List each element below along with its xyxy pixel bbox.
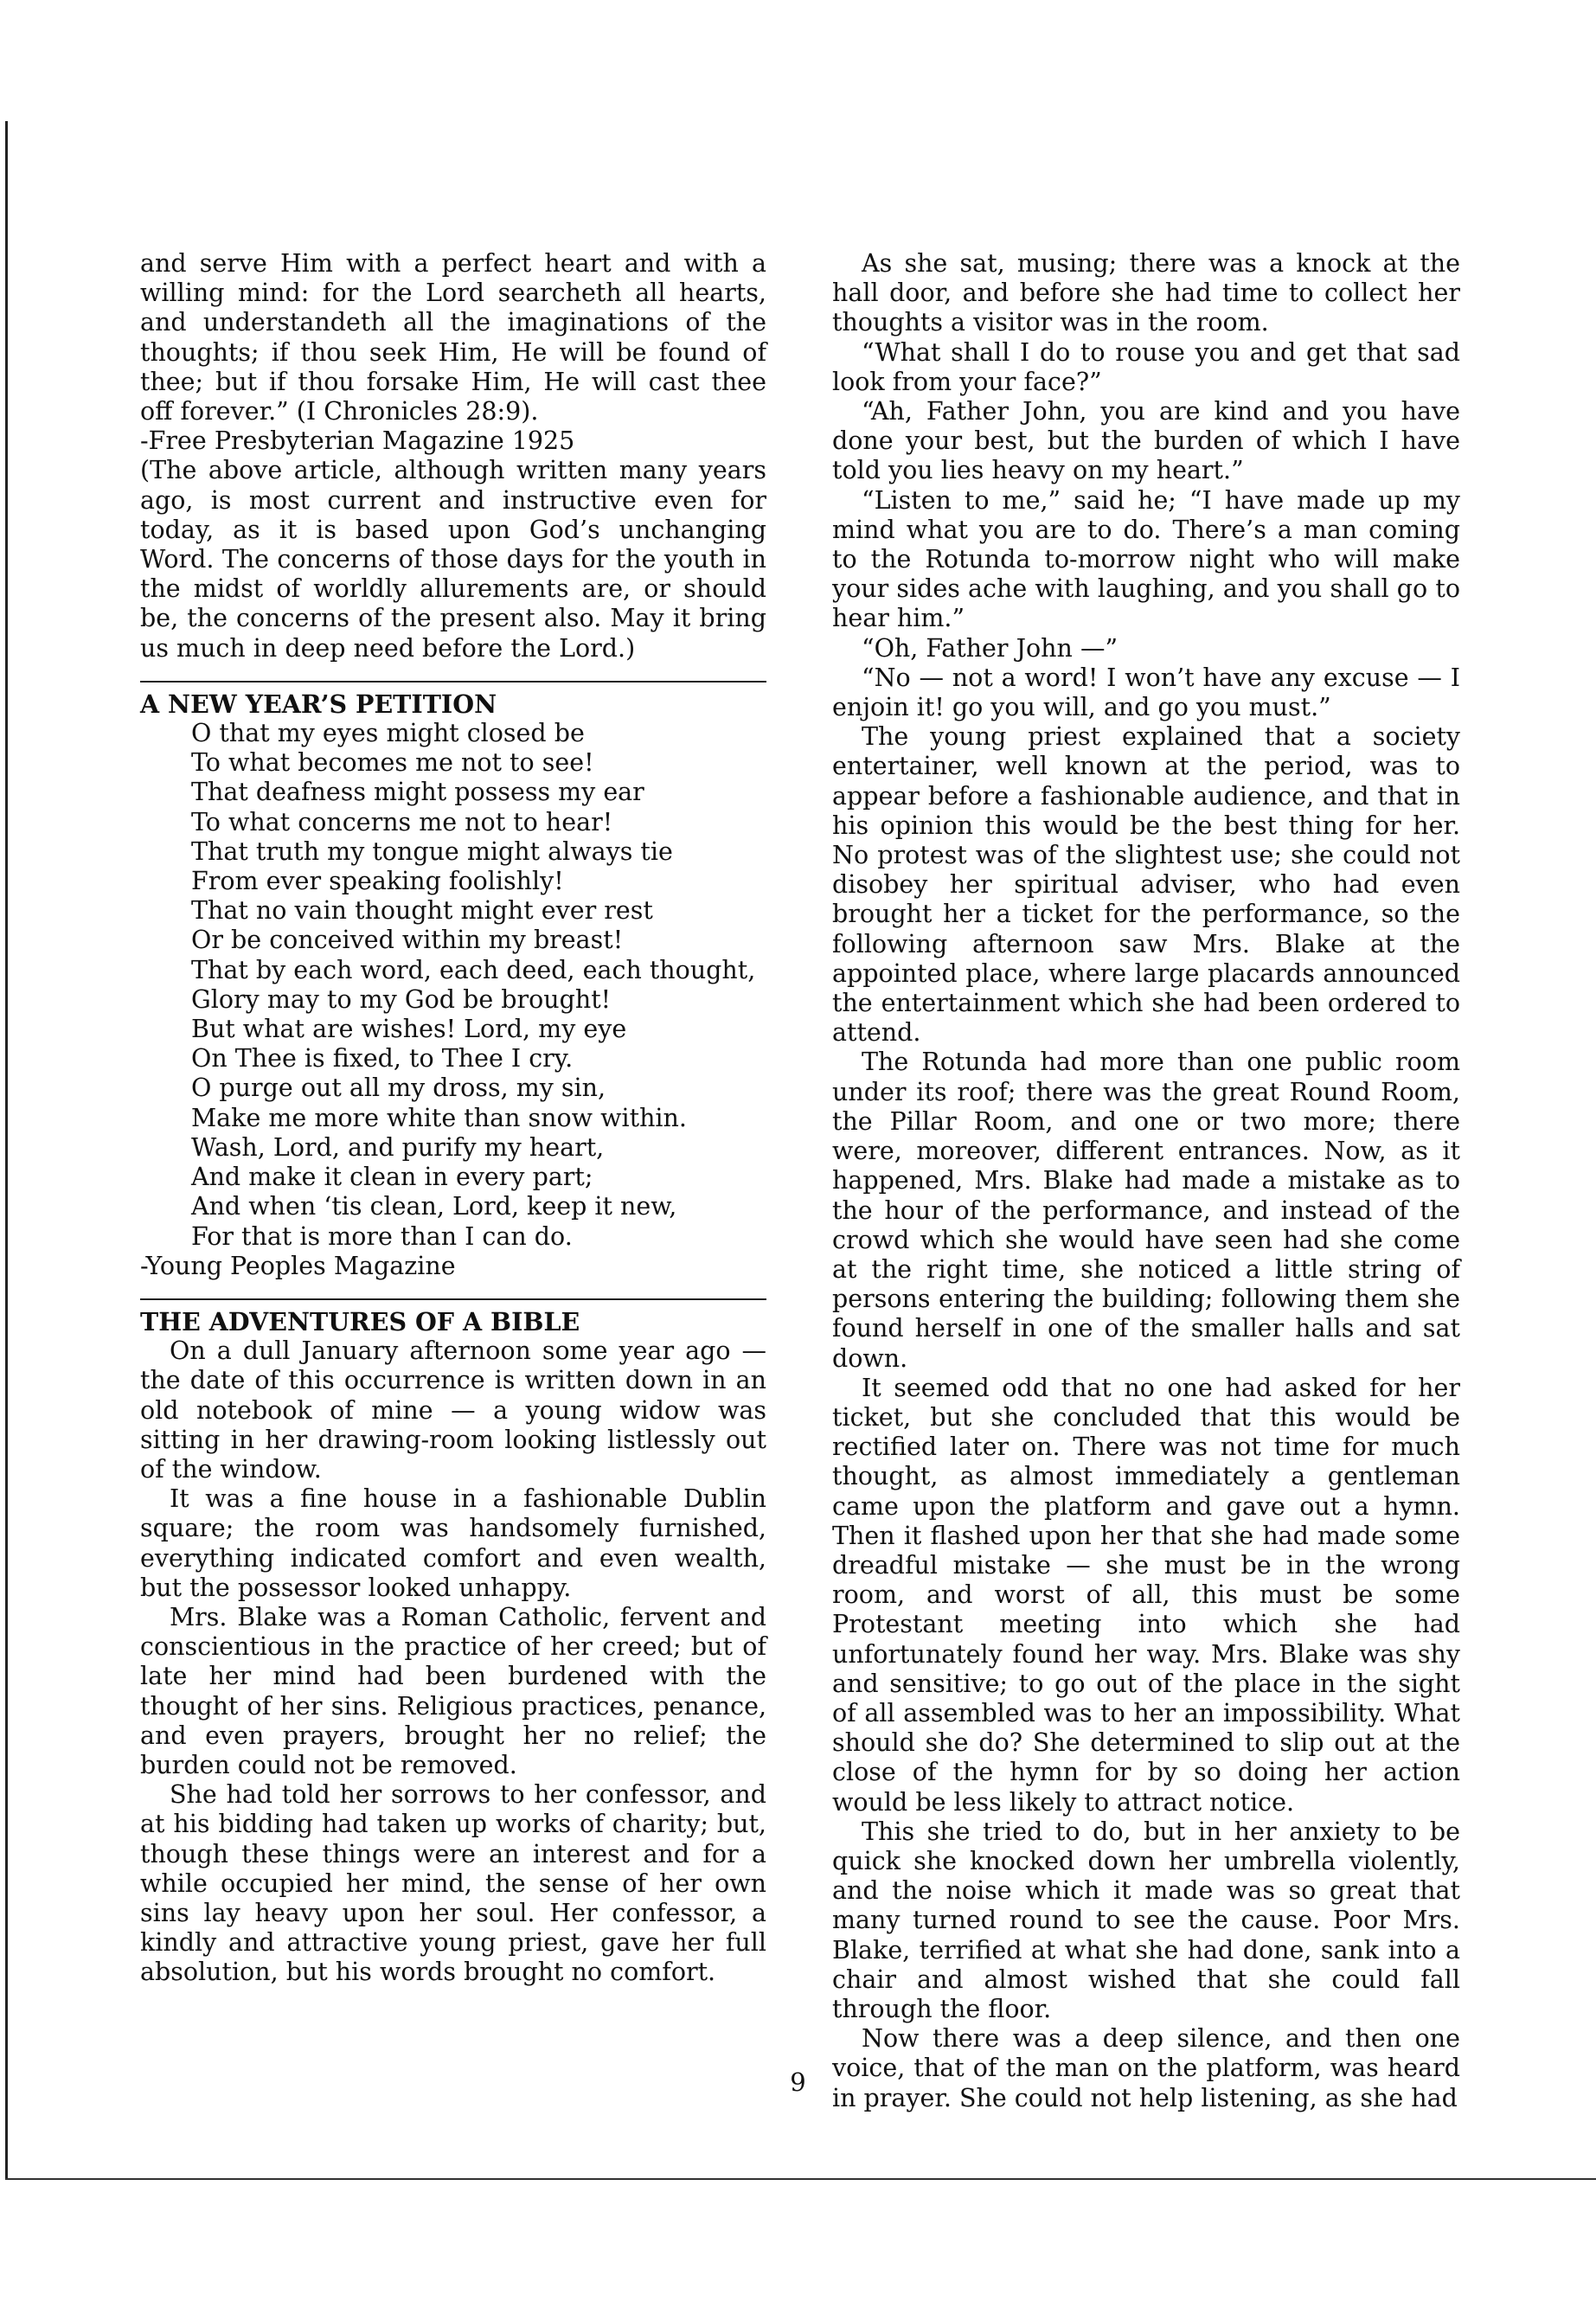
poem-line: For that is more than I can do. (191, 1221, 573, 1251)
story-paragraph: “What shall I do to rouse you and get that sad look from your face?” (832, 337, 1460, 396)
story-paragraph: The Rotunda had more than one public room under its roof; there was the great Round Room, the Pillar Room, and one or two more; there were, moreover, different entrances. Now, as it happened, Mrs. Blake had made a mistake as to the hour of the performance, and instead of the crowd which she would have seen had she come at the right time, she noticed a little string of persons entering the building; following them she found herself in one of the smaller halls and sat down. (832, 1048, 1460, 1373)
right-column (832, 249, 1460, 2113)
poem-line: That no vain thought might ever rest (191, 896, 653, 926)
poem-line: O purge out all my dross, my sin, (191, 1074, 606, 1103)
scan-edge-left (5, 121, 8, 2180)
editor-note: (The above article, although written many years ago, is most current and instructive even for today, as it is based upon God’s unchanging Word. The concerns of those days for the youth in the midst of worldly allurements are, or should be, the concerns of the present also. May it bring us much in deep need before the Lord.) (140, 456, 766, 663)
story-paragraph: As she sat, musing; there was a knock at the hall door, and before she had time to collect her thoughts a visitor was in the room. (832, 249, 1460, 337)
intro-paragraph: and serve Him with a perfect heart and with a willing mind: for the Lord searcheth all hearts, and understandeth all the imaginations of the thoughts; if thou seek Him, He will be found of thee; but if thou forsake Him, He will cast thee off forever.” (I Chronicles 28:9). (140, 249, 766, 426)
scan-edge-bottom (5, 2178, 1596, 2180)
story-paragraph: This she tried to do, but in her anxiety to be quick she knocked down her umbrella violently, and the noise which it made was so great that many turned round to see the cause. Poor Mrs. Blake, terrified at what she had done, sank into a chair and almost wished that she could fall through the floor. (832, 1817, 1460, 2023)
poem-line: Make me more white than snow within. (191, 1103, 687, 1132)
section-divider (140, 681, 766, 683)
poem-line: To what concerns me not to hear! (191, 807, 613, 836)
poem-line: From ever speaking foolishly! (191, 867, 564, 896)
story-paragraph: “Ah, Father John, you are kind and you have done your best, but the burden of which I have told you lies heavy on my heart.” (832, 397, 1460, 485)
story-paragraph: On a dull January afternoon some year ago — the date of this occurrence is written down in an old notebook of mine — a young widow was sitting in her drawing-room looking listlessly out of the window. (140, 1336, 766, 1484)
section-divider (140, 1298, 766, 1300)
poem-line: That truth my tongue might always tie (191, 836, 673, 866)
story-paragraph: “Oh, Father John —” (862, 633, 1118, 663)
source-credit: -Free Presbyterian Magazine 1925 (140, 426, 575, 456)
story-paragraph: The young priest explained that a society entertainer, well known at the period, was to appear before a fashionable audience, and that in his opinion this would be the best thing for her. No protest was of the slightest use; she could not disobey her spiritual adviser, who had even brought her a ticket for the performance, so the following afternoon saw Mrs. Blake at the appointed place, where large placards announced the entertainment which she had been ordered to attend. (832, 722, 1460, 1048)
poem-line: O that my eyes might closed be (191, 719, 585, 748)
poem-line: To what becomes me not to see! (191, 748, 594, 778)
page-number: 9 (790, 2067, 806, 2097)
story-title: THE ADVENTURES OF A BIBLE (140, 1306, 580, 1336)
poem-line: That by each word, each deed, each thought, (191, 955, 756, 984)
poem-line: And make it clean in every part; (191, 1163, 593, 1192)
story-paragraph: Now there was a deep silence, and then one voice, that of the man on the platform, was heard in prayer. She could not help listening, as she had (832, 2024, 1460, 2112)
poem-line: On Thee is fixed, to Thee I cry. (191, 1044, 574, 1074)
poem-line: Or be conceived within my breast! (191, 926, 624, 955)
story-paragraph: It was a fine house in a fashionable Dublin square; the room was handsomely furnished, everything indicated comfort and even wealth, but the possessor looked unhappy. (140, 1484, 766, 1602)
poem-body (140, 719, 766, 1252)
left-column (140, 249, 766, 1988)
story-paragraph: “Listen to me,” said he; “I have made up my mind what you are to do. There’s a man coming to the Rotunda to-morrow night who will make your sides ache with laughing, and you shall go to hear him.” (832, 485, 1460, 633)
poem-line: And when ‘tis clean, Lord, keep it new, (191, 1192, 677, 1221)
story-paragraph: She had told her sorrows to her confessor, and at his bidding had taken up works of charity; but, though these things were an interest and for a while occupied her mind, the sense of her own sins lay heavy upon her soul. Her confessor, a kindly and attractive young priest, gave her full absolution, but his words brought no comfort. (140, 1780, 766, 1987)
poem-title: A NEW YEAR’S PETITION (140, 689, 497, 719)
poem-line: That deafness might possess my ear (191, 778, 644, 807)
story-paragraph: “No — not a word! I won’t have any excuse — I enjoin it! go you will, and go you must.” (832, 663, 1460, 722)
poem-line: Glory may to my God be brought! (191, 984, 612, 1014)
poem-line: Wash, Lord, and purify my heart, (191, 1132, 605, 1162)
poem-line: But what are wishes! Lord, my eye (191, 1015, 627, 1044)
story-paragraph: It seemed odd that no one had asked for her ticket, but she concluded that this would be rectified later on. There was not time for much thought, as almost immediately a gentleman came upon the platform and gave out a hymn. Then it flashed upon her that she had made some dreadful mistake — she must be in the wrong room, and worst of all, this must be some Protestant meeting into which she had unfortunately found her way. Mrs. Blake was shy and sensitive; to go out of the place in the sight of all assembled was to her an impossibility. What should she do? She determined to slip out at the close of the hymn for by so doing her action would be less likely to attract notice. (832, 1373, 1460, 1817)
story-paragraph: Mrs. Blake was a Roman Catholic, fervent and conscientious in the practice of her creed; but of late her mind had been burdened with the thought of her sins. Religious practices, penance, and even prayers, brought her no relief; the burden could not be removed. (140, 1602, 766, 1779)
poem-credit: -Young Peoples Magazine (140, 1251, 456, 1280)
